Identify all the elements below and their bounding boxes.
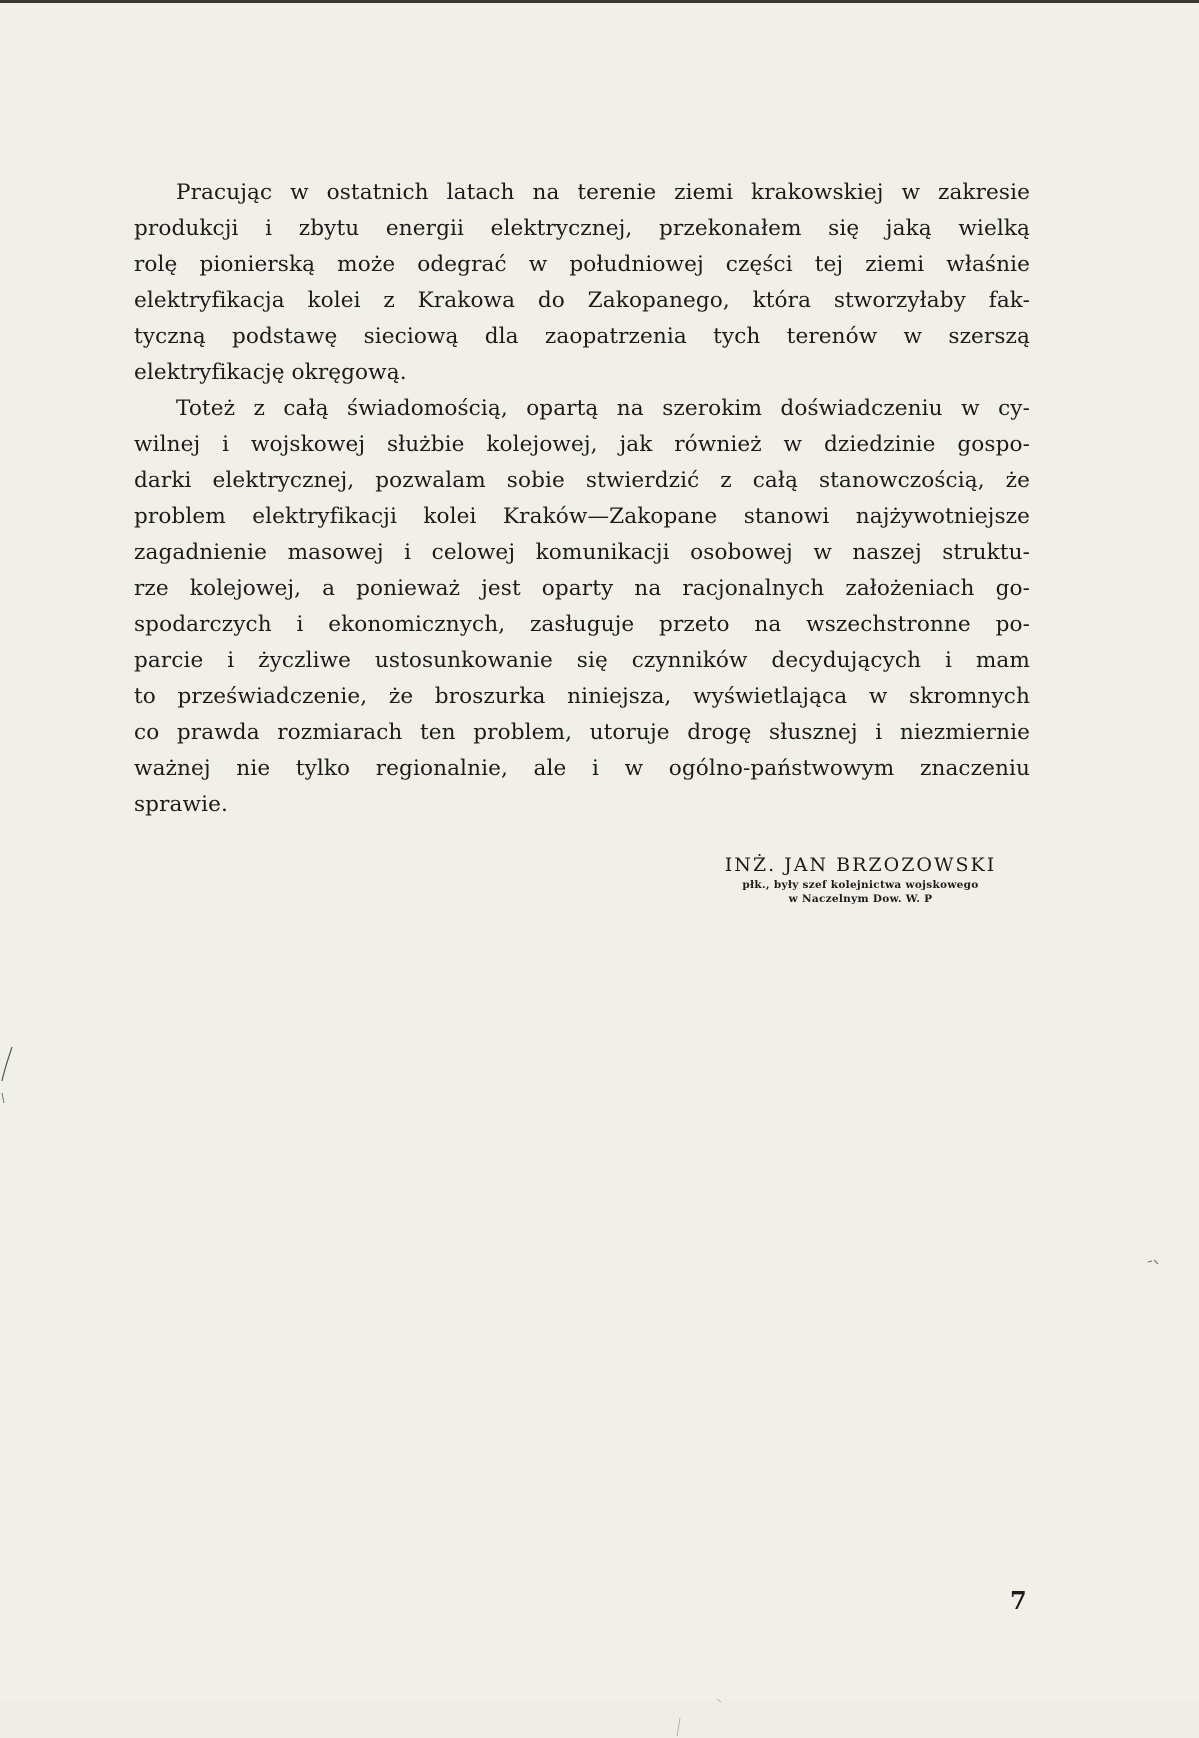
text-line: elektryfikację okręgową.: [134, 360, 407, 385]
text-line: rze kolejowej, a ponieważ jest oparty na racjonalnych założeniach go-: [134, 576, 1030, 601]
text-line: Toteż z całą świadomością, opartą na szerokim doświadczeniu w cy-: [176, 396, 1030, 421]
text-line: rolę pionierską może odegrać w południowej części tej ziemi właśnie: [134, 252, 1030, 277]
text-line: sprawie.: [134, 792, 228, 817]
paragraph-1: [134, 175, 1030, 391]
text-line: darki elektrycznej, pozwalam sobie stwierdzić z całą stanowczością, że: [134, 468, 1030, 493]
text-line: problem elektryfikacji kolei Kraków—Zakopane stanowi najżywotniejsze: [134, 504, 1030, 529]
text-line: spodarczych i ekonomicznych, zasługuje przeto na wszechstronne po-: [134, 612, 1030, 637]
text-line: Pracując w ostatnich latach na terenie ziemi krakowskiej w zakresie: [176, 180, 1030, 205]
text-line: produkcji i zbytu energii elektrycznej, przekonałem się jaką wielką: [134, 216, 1030, 241]
text-line: tyczną podstawę sieciową dla zaopatrzenia tych terenów w szerszą: [134, 324, 1030, 349]
text-line: parcie i życzliwe ustosunkowanie się czynników decydujących i mam: [134, 648, 1030, 673]
paragraph-2: [134, 391, 1030, 823]
speck-mark: [716, 1698, 722, 1704]
signature-name: INŻ. JAN BRZOZOWSKI: [724, 854, 997, 876]
text-line: to przeświadczenie, że broszurka niniejsza, wyświetlająca w skromnych: [134, 684, 1030, 709]
text-line: zagadnienie masowej i celowej komunikacji osobowej w naszej struktu-: [134, 540, 1030, 565]
speck-mark: [1147, 1258, 1159, 1266]
text-line: elektryfikacja kolei z Krakowa do Zakopanego, która stworzyłaby fak-: [134, 288, 1030, 313]
signature-role: płk., były szef kolejnictwa wojskowego: [742, 879, 979, 891]
margin-pencil-mark: [0, 1045, 20, 1105]
text-line: wilnej i wojskowej służbie kolejowej, jak również w dziedzinie gospo-: [134, 432, 1030, 457]
text-line: co prawda rozmiarach ten problem, utoruje drogę słusznej i niezmiernie: [134, 720, 1030, 745]
body-text: [134, 175, 1030, 823]
signature-block: [718, 852, 1003, 906]
text-line: ważnej nie tylko regionalnie, ale i w ogólno-państwowym znaczeniu: [134, 756, 1030, 781]
speck-mark: [676, 1718, 682, 1738]
page-top-edge: [0, 0, 1199, 3]
page-number: 7: [1010, 1586, 1027, 1615]
signature-role: w Naczelnym Dow. W. P: [788, 893, 933, 905]
